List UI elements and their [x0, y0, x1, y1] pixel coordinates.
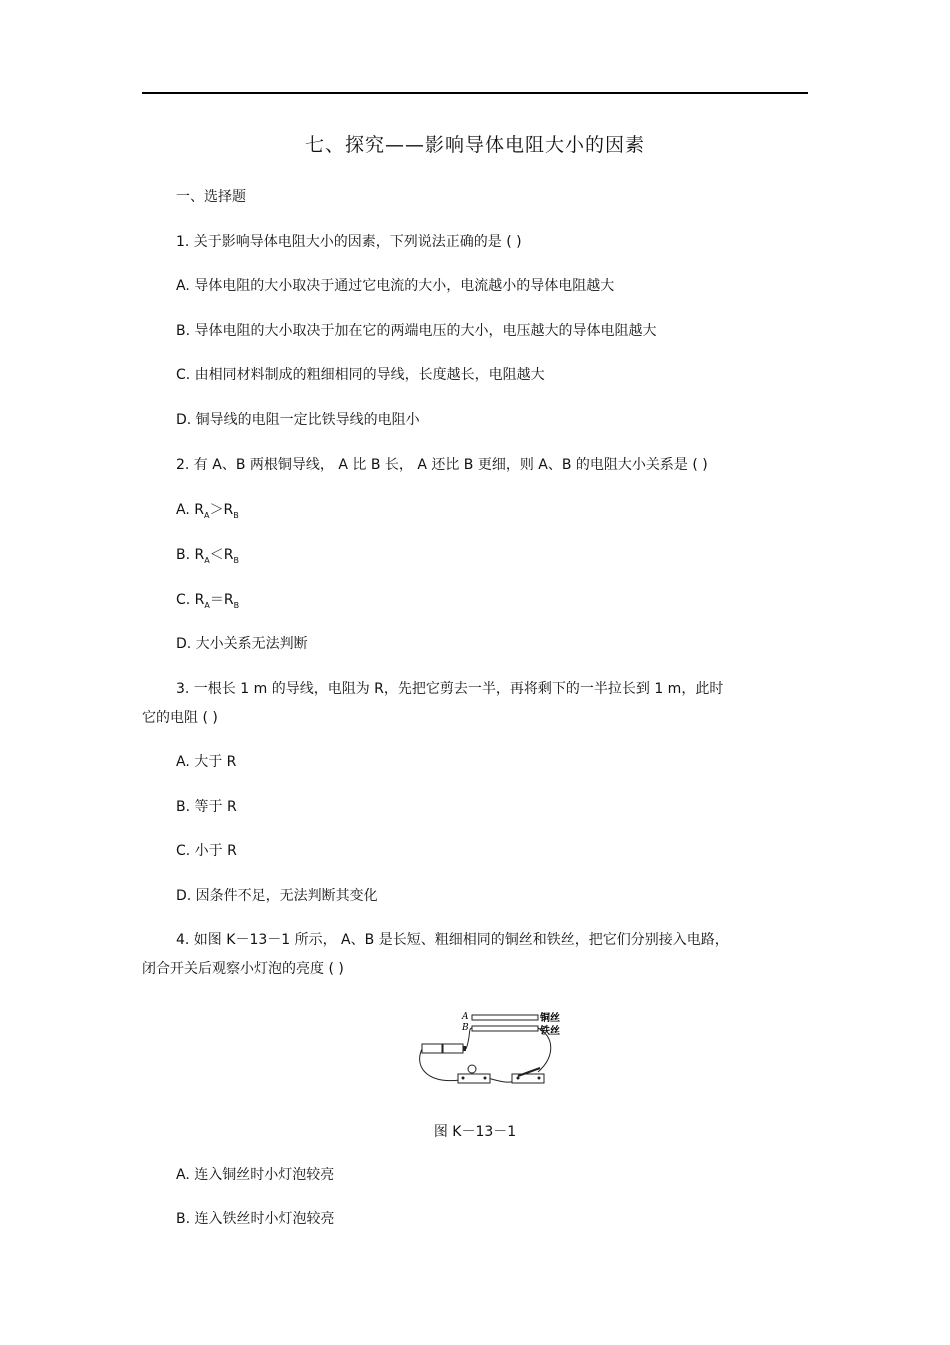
bulb-holder	[458, 1065, 490, 1083]
question-2-stem: 2. 有 A、B 两根铜导线， A 比 B 长， A 还比 B 更细，则 A、B 的电阻大小关系是 ( )	[176, 457, 708, 473]
question-3-option-c: C. 小于 R	[176, 843, 237, 859]
question-3-option-d: D. 因条件不足，无法判断其变化	[176, 888, 378, 904]
page-title: 七、探究——影响导体电阻大小的因素	[304, 134, 645, 156]
section-heading: 一、选择题	[176, 189, 246, 205]
circuit-figure	[416, 1006, 572, 1090]
question-4-option-a: A. 连入铜丝时小灯泡较亮	[176, 1167, 335, 1183]
copper-wire-a	[472, 1015, 538, 1020]
question-2-option-d: D. 大小关系无法判断	[176, 636, 308, 652]
wire-connection	[420, 1049, 460, 1081]
header-rule	[142, 92, 808, 94]
figure-label-a: A	[462, 1012, 469, 1022]
figure-label-iron: 铁丝	[540, 1026, 560, 1037]
question-1-option-d: D. 铜导线的电阻一定比铁导线的电阻小	[176, 412, 420, 428]
question-2-option-a: A. $R_A>R_B$	[176, 502, 239, 520]
question-3-option-a: A. 大于 R	[176, 754, 237, 770]
question-1-option-c: C. 由相同材料制成的粗细相同的导线，长度越长，电阻越大	[176, 367, 545, 383]
figure-caption: 图 K－13－1	[433, 1124, 517, 1140]
question-2-option-b: B. $R_A<R_B$	[176, 547, 239, 565]
iron-wire-b	[472, 1026, 538, 1031]
question-3-stem-line1: 3. 一根长 1 m 的导线，电阻为 R，先把它剪去一半，再将剩下的一半拉长到 1 m，此时	[176, 681, 724, 697]
question-1-stem: 1. 关于影响导体电阻大小的因素，下列说法正确的是 ( )	[176, 234, 522, 250]
question-3-stem-line2: 它的电阻 ( )	[142, 710, 218, 726]
question-4-stem-line2: 闭合开关后观察小灯泡的亮度 ( )	[142, 961, 344, 977]
figure-label-copper: 铜丝	[540, 1013, 560, 1024]
question-4-option-b: B. 连入铁丝时小灯泡较亮	[176, 1211, 335, 1227]
figure-label-b: B	[462, 1023, 469, 1033]
question-4-stem-line1: 4. 如图 K－13－1 所示， A、B 是长短、粗细相同的铜丝和铁丝，把它们分别接入电路，	[176, 932, 729, 948]
question-1-option-b: B. 导体电阻的大小取决于加在它的两端电压的大小，电压越大的导体电阻越大	[176, 323, 657, 339]
battery	[422, 1044, 466, 1053]
question-2-option-c: C. $R_A=R_B$	[176, 592, 240, 610]
question-3-option-b: B. 等于 R	[176, 799, 237, 815]
question-1-option-a: A. 导体电阻的大小取决于通过它电流的大小，电流越小的导体电阻越大	[176, 278, 615, 294]
